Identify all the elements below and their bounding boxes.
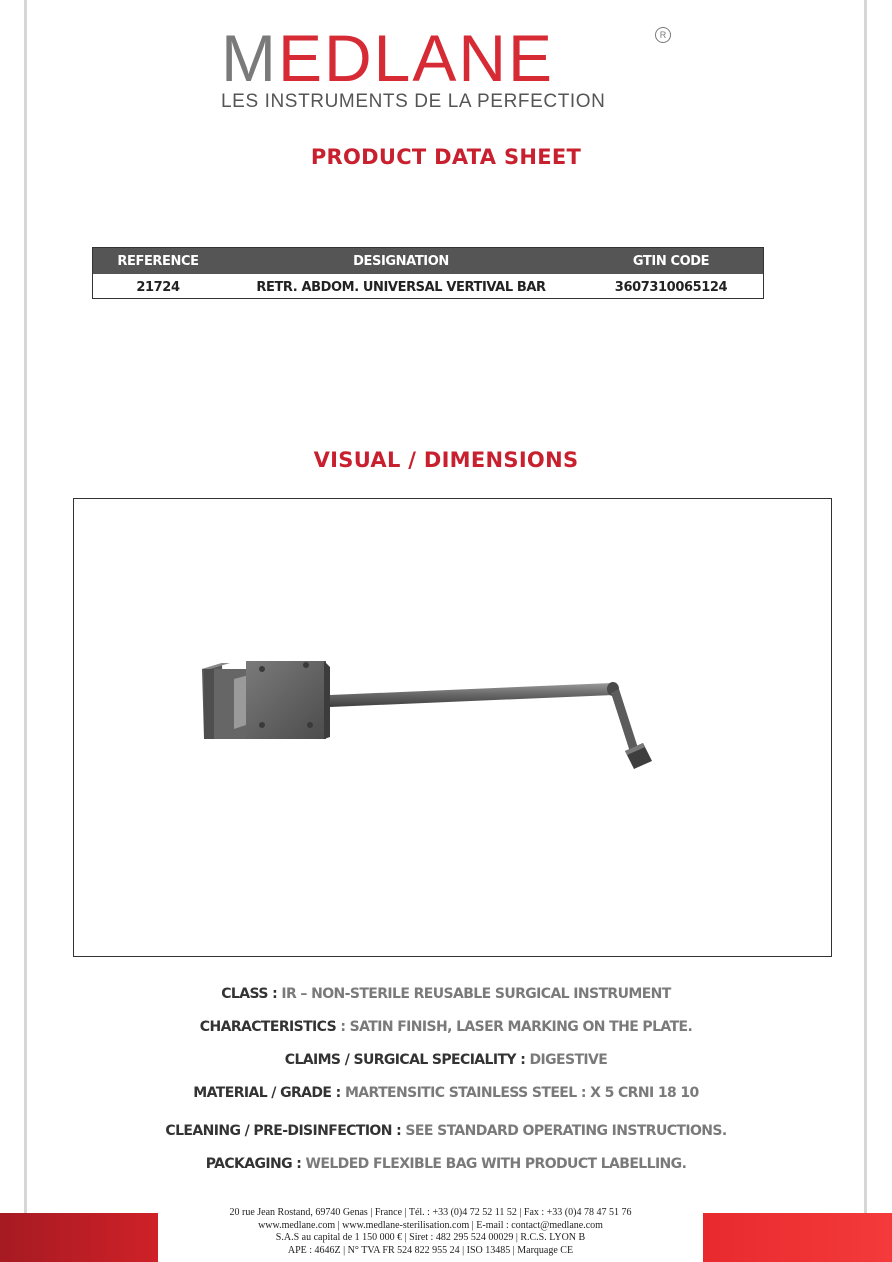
spec-class-key: CLASS :	[221, 986, 278, 1002]
cell-reference: 21724	[136, 279, 180, 295]
spec-characteristics-value: : SATIN FINISH, LASER MARKING ON THE PLATE.	[336, 1019, 693, 1035]
spec-class	[0, 986, 892, 1002]
spec-material-value: MARTENSITIC STAINLESS STEEL : X 5 CRNI 18 10	[340, 1085, 699, 1101]
spec-packaging	[0, 1156, 892, 1172]
spec-packaging-value: WELDED FLEXIBLE BAG WITH PRODUCT LABELLING.	[301, 1156, 687, 1172]
spec-claims-value: DIGESTIVE	[525, 1052, 608, 1068]
header-designation: DESIGNATION	[353, 253, 449, 269]
spec-class-value: IR – NON-STERILE REUSABLE SURGICAL INSTRUMENT	[277, 986, 671, 1002]
logo-letter-m: M	[221, 21, 278, 95]
spec-claims-key: CLAIMS / SURGICAL SPECIALITY :	[284, 1052, 526, 1068]
reference-table	[92, 247, 764, 299]
footer-registration-line: APE : 4646Z | N° TVA FR 524 822 955 24 | ISO 13485 | Marquage CE	[287, 1244, 574, 1256]
header-reference: REFERENCE	[117, 253, 199, 269]
registered-mark-icon: R	[655, 27, 671, 43]
spec-material-key: MATERIAL / GRADE :	[193, 1085, 341, 1101]
footer-company-line: S.A.S au capital de 1 150 000 € | Siret : 482 295 524 00029 | R.C.S. LYON B	[275, 1232, 586, 1243]
cell-gtin-code: 3607310065124	[614, 279, 728, 295]
spec-packaging-key: PACKAGING :	[205, 1156, 302, 1172]
visual-dimensions-title: VISUAL / DIMENSIONS	[313, 448, 579, 472]
spec-claims	[0, 1052, 892, 1068]
product-visual-frame	[73, 498, 832, 957]
spec-cleaning-key: CLEANING / PRE-DISINFECTION :	[165, 1123, 402, 1139]
logo-wordmark	[221, 21, 651, 95]
product-data-sheet-title: PRODUCT DATA SHEET	[310, 145, 582, 169]
spec-cleaning	[0, 1123, 892, 1139]
header-gtin-code: GTIN CODE	[632, 253, 710, 269]
footer-address-line: 20 rue Jean Rostand, 69740 Genas | France | Tél. : +33 (0)4 72 52 11 52 | Fax : +33 (0)4 78 47 51 76	[229, 1207, 632, 1218]
spec-characteristics-key: CHARACTERISTICS	[199, 1019, 337, 1035]
table-header-row	[93, 248, 763, 274]
product-image	[74, 499, 831, 956]
page-border-right	[864, 0, 867, 1262]
logo-letters-rest: EDLANE	[277, 21, 555, 95]
footer-contact-info	[158, 1207, 703, 1257]
vertical-bar-rod	[330, 682, 619, 707]
table-row	[93, 275, 763, 299]
footer-web-line: www.medlane.com | www.medlane-sterilisation.com | E-mail : contact@medlane.com	[258, 1219, 603, 1231]
lever-handle	[611, 689, 652, 769]
spec-cleaning-value: SEE STANDARD OPERATING INSTRUCTIONS.	[401, 1123, 727, 1139]
clamp-block	[202, 661, 330, 739]
spec-material	[0, 1085, 892, 1101]
logo-tagline: LES INSTRUMENTS DE LA PERFECTION	[221, 91, 606, 112]
page-border-left	[24, 0, 27, 1262]
footer-bar-right	[703, 1213, 892, 1262]
spec-characteristics	[0, 1019, 892, 1035]
footer-bar-left	[0, 1213, 158, 1262]
cell-designation: RETR. ABDOM. UNIVERSAL VERTIVAL BAR	[256, 279, 546, 295]
